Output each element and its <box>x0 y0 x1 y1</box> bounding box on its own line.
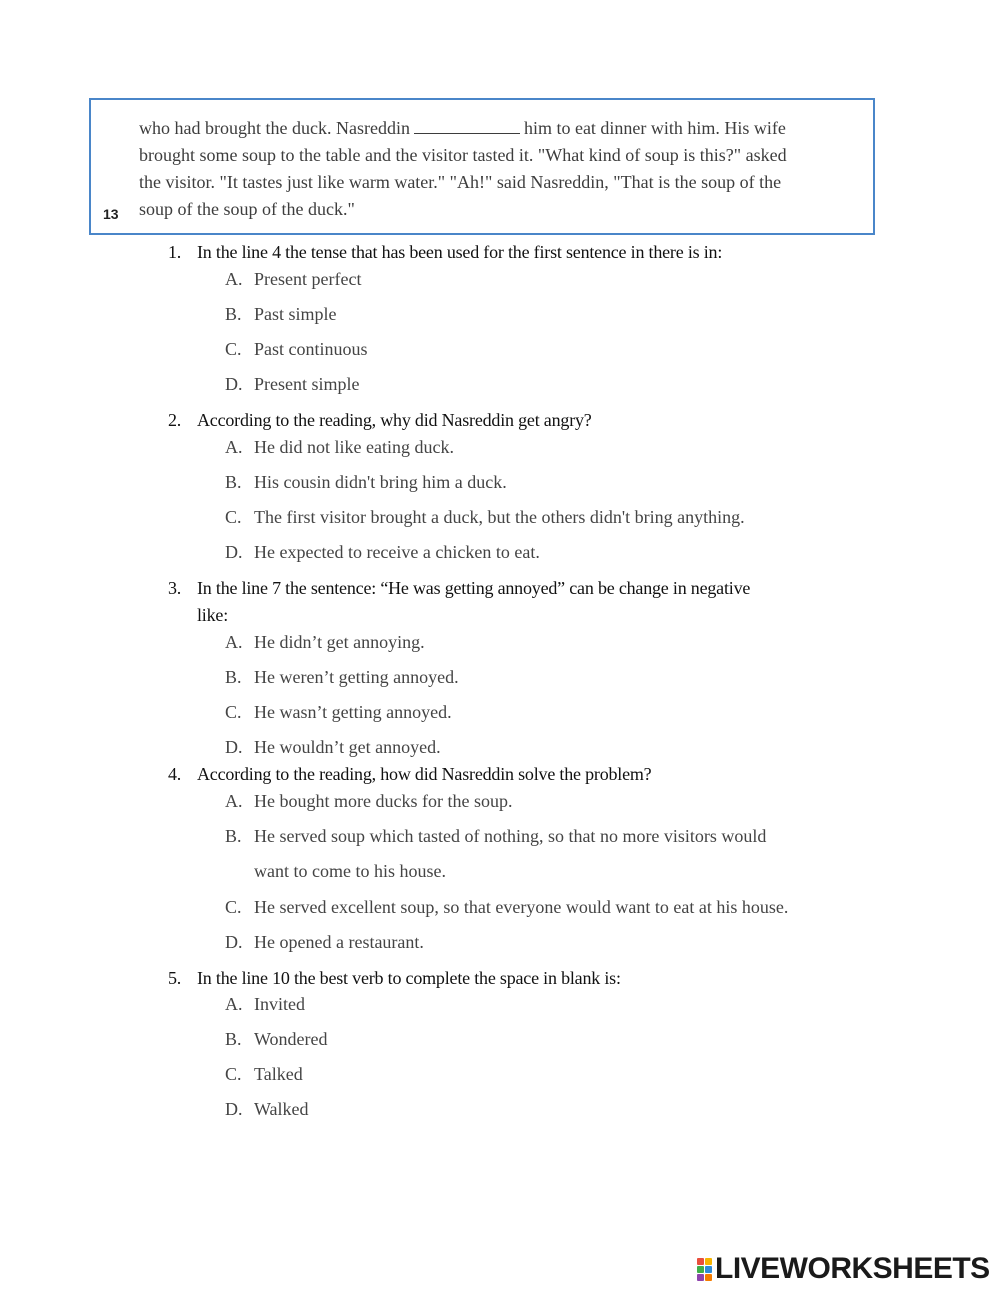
passage-line-4: soup of the soup of the duck." <box>139 199 355 219</box>
passage-line-1 <box>139 118 786 138</box>
option-letter: D. <box>225 737 243 757</box>
option-text: He served excellent soup, so that everyone would want to eat at his house. <box>254 897 789 917</box>
option-text: Present perfect <box>254 269 362 289</box>
option-letter: A. <box>225 791 243 811</box>
option-text: Past continuous <box>254 339 368 359</box>
option-text: He expected to receive a chicken to eat. <box>254 542 540 562</box>
option-letter: C. <box>225 1064 242 1084</box>
passage-line-2: brought some soup to the table and the visitor tasted it. "What kind of soup is this?" asked <box>139 145 787 165</box>
option-text: Talked <box>254 1064 303 1084</box>
option-text: He bought more ducks for the soup. <box>254 791 513 811</box>
option-letter: A. <box>225 269 243 289</box>
question-number: 3. <box>168 578 182 598</box>
passage-line-1-after: him to eat dinner with him. His wife <box>523 118 786 138</box>
question-text: In the line 7 the sentence: “He was getting annoyed” can be change in negative <box>197 578 751 598</box>
question-number: 2. <box>168 410 182 430</box>
question-number: 4. <box>168 764 182 784</box>
option-letter: C. <box>225 507 242 527</box>
option-letter: D. <box>225 542 243 562</box>
option-text: He served soup which tasted of nothing, so that no more visitors would <box>254 826 767 846</box>
option-letter: A. <box>225 994 243 1014</box>
question-text-line2: like: <box>197 605 228 625</box>
option-text: He didn’t get annoying. <box>254 632 425 652</box>
question-text: According to the reading, why did Nasreddin get angry? <box>197 410 592 430</box>
option-letter: C. <box>225 339 242 359</box>
question-text: In the line 4 the tense that has been used for the first sentence in there is in: <box>197 242 723 262</box>
option-letter: B. <box>225 304 242 324</box>
option-text: He wasn’t getting annoyed. <box>254 702 452 722</box>
line-number: 13 <box>103 206 119 222</box>
question-text: In the line 10 the best verb to complete the space in blank is: <box>197 968 621 988</box>
logo-mark-icon <box>697 1258 712 1281</box>
question-number: 1. <box>168 242 182 262</box>
option-text: He opened a restaurant. <box>254 932 424 952</box>
passage-line-1-before: who had brought the duck. Nasreddin <box>139 118 410 138</box>
question-number: 5. <box>168 968 182 988</box>
option-text: Invited <box>254 994 305 1014</box>
question-text: According to the reading, how did Nasreddin solve the problem? <box>197 764 652 784</box>
option-text: He wouldn’t get annoyed. <box>254 737 441 757</box>
option-letter: C. <box>225 897 242 917</box>
option-letter: B. <box>225 667 242 687</box>
option-text: Past simple <box>254 304 337 324</box>
option-letter: B. <box>225 472 242 492</box>
option-letter: C. <box>225 702 242 722</box>
logo-text: LIVEWORKSHEETS <box>715 1252 990 1285</box>
reading-passage-box <box>89 98 875 235</box>
option-text: Wondered <box>254 1029 328 1049</box>
option-text: He did not like eating duck. <box>254 437 454 457</box>
option-letter: B. <box>225 826 242 846</box>
option-letter: D. <box>225 1099 243 1119</box>
passage-line-3: the visitor. "It tastes just like warm water." "Ah!" said Nasreddin, "That is the soup of the <box>139 172 782 192</box>
option-text: The first visitor brought a duck, but the others didn't bring anything. <box>254 507 745 527</box>
option-text: His cousin didn't bring him a duck. <box>254 472 507 492</box>
option-letter: A. <box>225 632 243 652</box>
blank-answer-space[interactable] <box>414 119 520 134</box>
option-letter: D. <box>225 932 243 952</box>
option-text: Present simple <box>254 374 360 394</box>
option-letter: A. <box>225 437 243 457</box>
option-text: He weren’t getting annoyed. <box>254 667 459 687</box>
option-letter: B. <box>225 1029 242 1049</box>
option-letter: D. <box>225 374 243 394</box>
option-text-line2: want to come to his house. <box>254 861 446 881</box>
option-text: Walked <box>254 1099 309 1119</box>
liveworksheets-logo[interactable] <box>697 1252 990 1286</box>
